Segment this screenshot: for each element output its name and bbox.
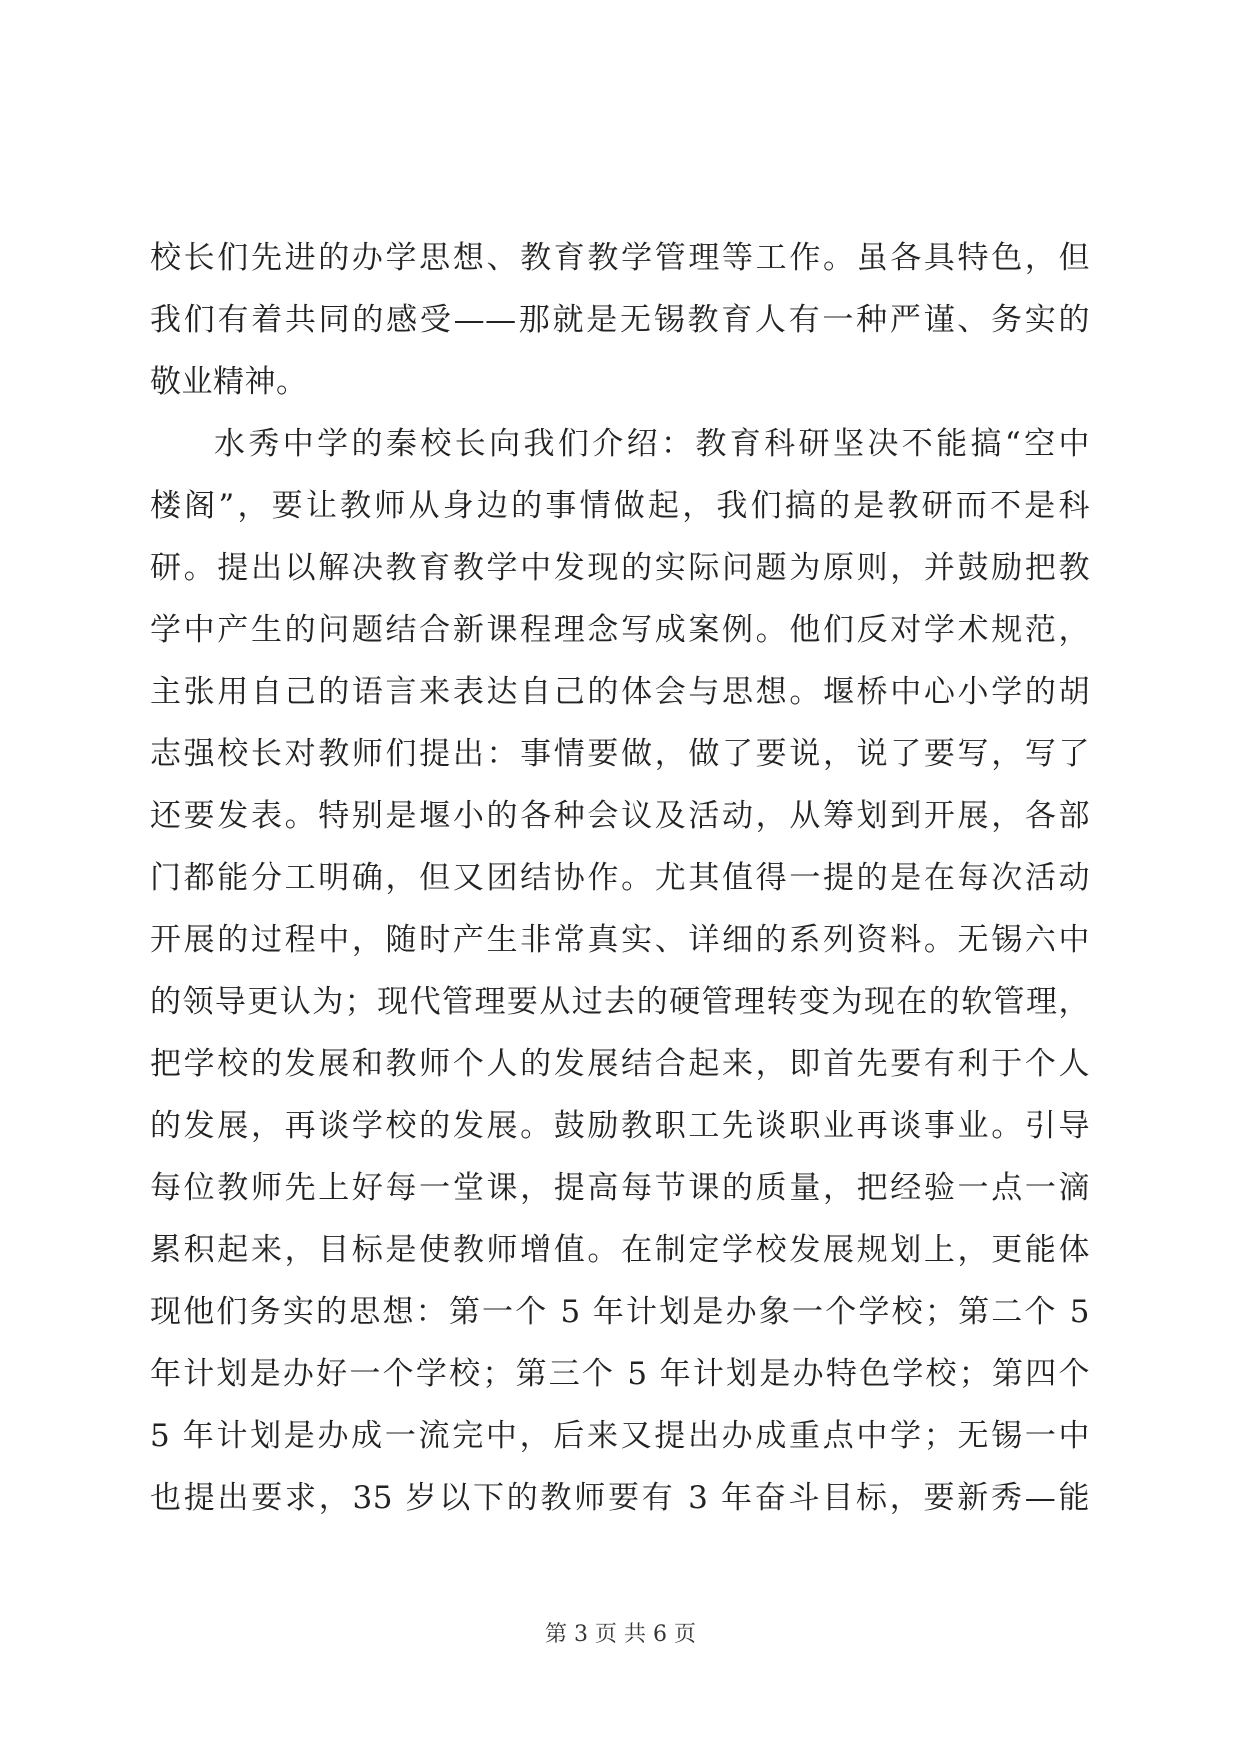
paragraph-1	[150, 227, 1090, 413]
text-line: 学中产生的问题结合新课程理念写成案例。他们反对学术规范，	[150, 612, 1090, 648]
text-line: 研。提出以解决教育教学中发现的实际问题为原则，并鼓励把教	[150, 550, 1090, 586]
text-line: 志强校长对教师们提出：事情要做，做了要说，说了要写，写了	[150, 736, 1090, 772]
text-line: 开展的过程中，随时产生非常真实、详细的系列资料。无锡六中	[150, 922, 1090, 958]
text-line: 把学校的发展和教师个人的发展结合起来，即首先要有利于个人	[150, 1046, 1090, 1082]
text-line: 水秀中学的秦校长向我们介绍：教育科研坚决不能搞“空中	[214, 426, 1090, 462]
paragraph-2	[150, 413, 1090, 1591]
text-line: 敬业精神。	[150, 364, 308, 400]
text-line: 5 年计划是办成一流完中，后来又提出办成重点中学；无锡一中	[150, 1418, 1090, 1454]
text-line: 还要发表。特别是堰小的各种会议及活动，从筹划到开展，各部	[150, 798, 1090, 834]
body-text	[150, 227, 1090, 1591]
text-line: 现他们务实的思想：第一个 5 年计划是办象一个学校；第二个 5	[150, 1294, 1090, 1330]
text-line: 门都能分工明确，但又团结协作。尤其值得一提的是在每次活动	[150, 860, 1090, 896]
page-number-footer: 第 3 页 共 6 页	[545, 1622, 696, 1647]
text-line: 楼阁”，要让教师从身边的事情做起，我们搞的是教研而不是科	[150, 488, 1090, 524]
text-line: 的领导更认为；现代管理要从过去的硬管理转变为现在的软管理，	[150, 984, 1090, 1020]
text-line: 主张用自己的语言来表达自己的体会与思想。堰桥中心小学的胡	[150, 674, 1090, 710]
text-line: 校长们先进的办学思想、教育教学管理等工作。虽各具特色，但	[150, 240, 1090, 276]
text-line: 累积起来，目标是使教师增值。在制定学校发展规划上，更能体	[150, 1232, 1090, 1268]
text-line	[150, 1529, 1090, 1591]
text-line: 年计划是办好一个学校；第三个 5 年计划是办特色学校；第四个	[150, 1356, 1090, 1392]
text-line: 每位教师先上好每一堂课，提高每节课的质量，把经验一点一滴	[150, 1170, 1090, 1206]
text-line: 我们有着共同的感受——那就是无锡教育人有一种严谨、务实的	[150, 302, 1090, 338]
text-line: 也提出要求，35 岁以下的教师要有 3 年奋斗目标，要新秀—能	[150, 1480, 1090, 1516]
text-line: 的发展，再谈学校的发展。鼓励教职工先谈职业再谈事业。引导	[150, 1108, 1090, 1144]
